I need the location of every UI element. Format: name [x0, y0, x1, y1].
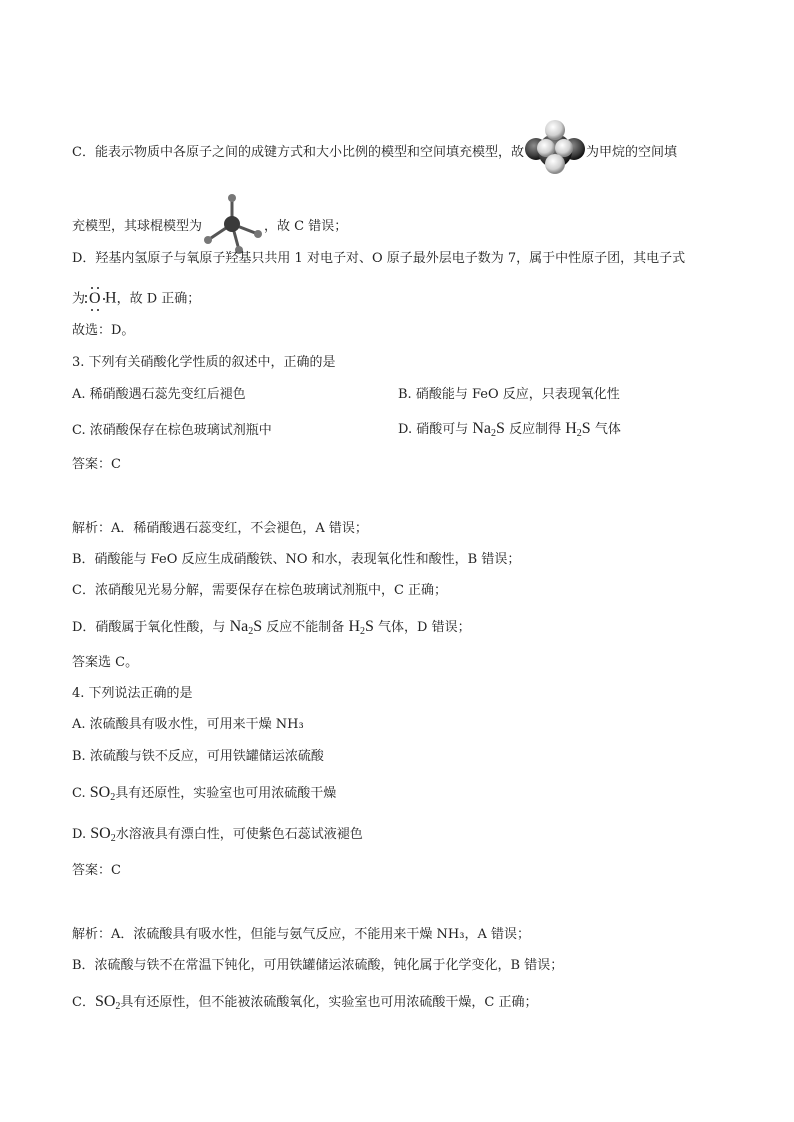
so-subscript: 2: [115, 1001, 121, 1012]
q4-ec-pre: C．: [72, 995, 95, 1010]
q4-d-pre: D.: [72, 827, 87, 842]
so-symbol: SO: [89, 784, 111, 801]
q3-choose: 答案选 C。: [72, 655, 139, 670]
h-symbol: H: [565, 420, 577, 437]
hydrogen-symbol: H: [105, 289, 117, 307]
so2-formula: [90, 784, 115, 801]
q3-option-d: [398, 420, 621, 439]
q2-c-text-a: C．能表示物质中各原子之间的成键方式和大小比例的模型和空间填充模型，故: [72, 145, 524, 160]
q2-d-text-b: ，故 D 正确；: [116, 291, 201, 307]
oxygen-symbol: O: [89, 290, 101, 307]
q2-c-text-b: 为甲烷的空间填: [585, 145, 677, 160]
na2s-formula: [472, 420, 505, 437]
s-symbol: S: [253, 618, 263, 635]
q4-c-pre: C.: [72, 786, 86, 801]
so2-formula: [95, 993, 120, 1010]
q3-option-b: B. 硝酸能与 FeO 反应，只表现氧化性: [398, 387, 620, 402]
so-symbol: SO: [94, 993, 116, 1010]
s-symbol: S: [365, 618, 374, 635]
q3-d-pre: D. 硝酸可与: [398, 422, 469, 437]
q4-ec-post: 具有还原性，但不能被浓硫酸氧化，实验室也可用浓硫酸干燥，C 正确；: [120, 995, 538, 1010]
q4-option-a: A. 浓硫酸具有吸水性，可用来干燥 NH₃: [72, 717, 304, 732]
q2-option-c-line1: [72, 118, 677, 178]
q2-d-text-a: 为: [72, 291, 86, 307]
na2s-formula: [230, 618, 263, 635]
q3-d-post: 气体: [594, 422, 621, 437]
so-subscript: 2: [110, 833, 116, 844]
h-subscript: 2: [360, 626, 365, 637]
q4-option-c: [72, 784, 336, 803]
methane-ball-and-stick-model: [202, 192, 264, 256]
q2-option-d-line2: [72, 287, 200, 311]
na-symbol: Na: [472, 420, 492, 437]
q3-option-a: A. 稀硝酸遇石蕊先变红后褪色: [72, 387, 246, 402]
methane-space-filling-model: [524, 118, 586, 178]
q4-answer: 答案：C: [72, 863, 121, 878]
q4-explain-a: 解析：A．浓硫酸具有吸水性，但能与氨气反应，不能用来干燥 NH₃，A 错误；: [72, 927, 530, 942]
na-symbol: Na: [229, 618, 249, 635]
q4-explain-b: B．浓硫酸与铁不在常温下钝化，可用铁罐储运浓硫酸，钝化属于化学变化，B 错误；: [72, 958, 564, 973]
q4-option-b: B. 浓硫酸与铁不反应，可用铁罐储运浓硫酸: [72, 749, 324, 764]
q3-ed-post: 气体，D 错误；: [378, 620, 471, 635]
h-subscript: 2: [576, 428, 582, 439]
q2-choose: 故选：D。: [72, 323, 135, 338]
na-subscript: 2: [248, 626, 254, 637]
q2-option-d-line1: D．羟基内氢原子与氧原子羟基只共用 1 对电子对、O 原子最外层电子数为 7，属于中性原子团，其电子式: [72, 251, 686, 266]
s-symbol: S: [581, 420, 591, 437]
q3-ed-pre: D．硝酸属于氧化性酸，与: [72, 620, 226, 635]
so2-formula: [90, 825, 115, 842]
q3-option-c: C. 浓硝酸保存在棕色玻璃试剂瓶中: [72, 423, 272, 438]
s-symbol: S: [496, 420, 505, 437]
na-subscript: 2: [491, 428, 497, 439]
hydroxyl-electron-formula: [85, 287, 105, 311]
q3-explain-b: B．硝酸能与 FeO 反应生成硝酸铁、NO 和水，表现氧化性和酸性，B 错误；: [72, 552, 521, 567]
q4-stem: 4. 下列说法正确的是: [72, 686, 193, 701]
q3-explain-d: [72, 618, 471, 637]
q2-c2-text-a: 充模型，其球棍模型为: [72, 219, 203, 234]
q3-ed-mid: 反应不能制备: [266, 620, 345, 635]
q2-c2-text-b: ，故 C 错误；: [264, 219, 348, 234]
q4-d-post: 水溶液具有漂白性，可使紫色石蕊试液褪色: [115, 827, 363, 842]
h2s-formula: [565, 420, 590, 437]
q4-option-d: [72, 825, 363, 844]
h-symbol: H: [348, 618, 360, 635]
q4-c-post: 具有还原性，实验室也可用浓硫酸干燥: [115, 786, 337, 801]
h2s-formula: [348, 618, 373, 635]
q3-answer: 答案：C: [72, 457, 121, 472]
q3-d-mid: 反应制得: [509, 422, 562, 437]
q3-stem: 3. 下列有关硝酸化学性质的叙述中，正确的是: [72, 355, 336, 370]
so-subscript: 2: [110, 792, 116, 803]
q3-explain-c: C．浓硝酸见光易分解，需要保存在棕色玻璃试剂瓶中，C 正确；: [72, 583, 448, 598]
so-symbol: SO: [90, 825, 111, 842]
q2-option-c-line2: [72, 192, 347, 256]
q3-explain-a: 解析：A．稀硝酸遇石蕊变红，不会褪色，A 错误；: [72, 521, 368, 536]
q4-explain-c: [72, 993, 538, 1012]
